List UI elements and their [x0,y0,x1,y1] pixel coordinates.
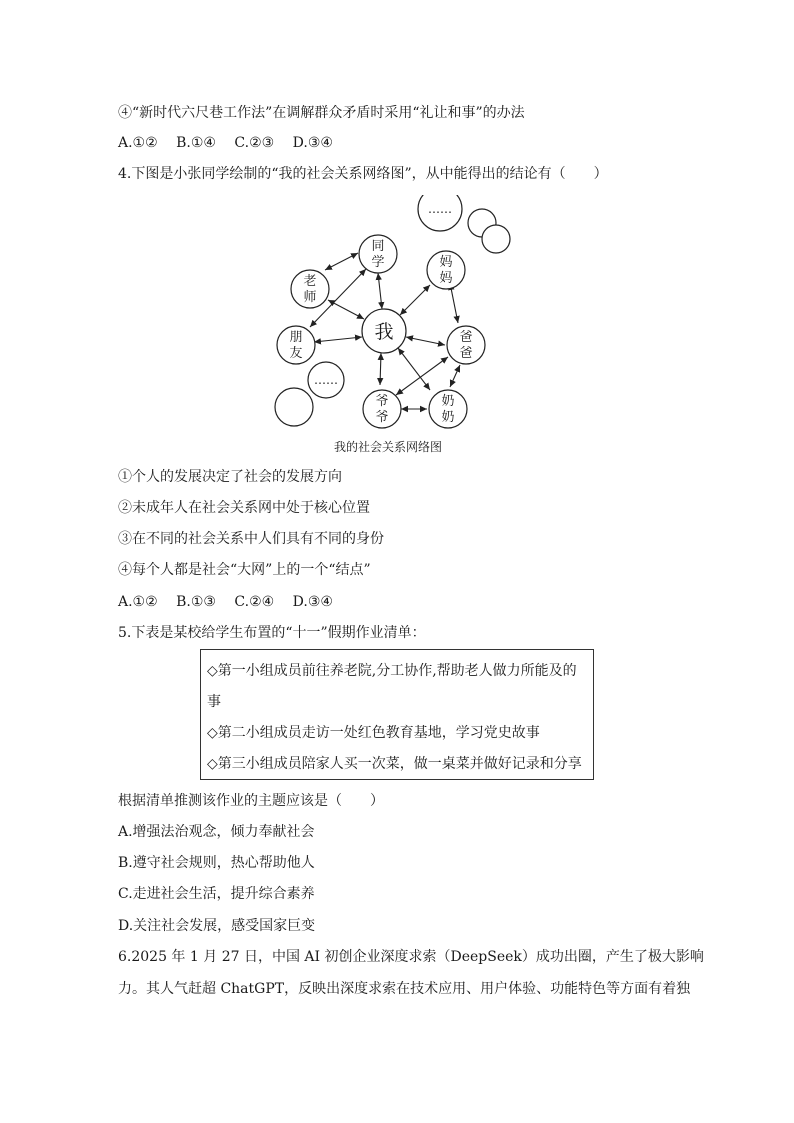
question-5-ask: 根据清单推测该作业的主题应该是（ ） [118,793,384,809]
node-classmate-label-2: 学 [371,255,385,270]
q4-choice-2: ②未成年人在社会关系网中处于核心位置 [118,500,370,516]
option-c: C.②③ [234,135,275,151]
edge-dad-grandma [450,365,460,387]
node-mom-label-1: 妈 [439,255,453,270]
node-blank-top-2 [482,225,510,253]
node-dad-label-2: 爸 [459,346,473,361]
edge-me-mom [400,285,430,315]
node-teacher-label-1: 老 [303,274,317,289]
homework-list-box [200,649,594,780]
edge-me-dad [406,337,445,345]
node-mom-label-2: 妈 [439,271,453,286]
option-b: B.①④ [176,135,216,151]
question-6-line-2: 力。其人气赶超 ChatGPT，反映出深度求索在技术应用、用户体验、功能特色等方面有着独 [118,981,691,997]
node-grandpa-label-1: 爷 [375,394,389,409]
q5-option-d: D.关注社会发展，感受国家巨变 [118,918,316,934]
q4-options [118,593,347,611]
item4-new-era-text: ④“新时代六尺巷工作法”在调解群众矛盾时采用“礼让和事”的办法 [118,105,525,121]
q5-option-c: C.走进社会生活，提升综合素养 [118,886,315,902]
node-friend-label-1: 朋 [289,330,303,345]
homework-row-2: ◇第二小组成员走访一处红色教育基地，学习党史故事 [207,725,540,741]
q4-choice-1: ①个人的发展决定了社会的发展方向 [118,469,342,485]
social-network-diagram [270,195,540,460]
node-grandpa-label-2: 爷 [375,410,389,425]
node-teacher-label-2: 师 [303,290,317,305]
node-blank-left [275,388,313,426]
option-a: A.①② [118,135,158,151]
option-b: B.①③ [176,594,216,610]
node-friend-label-2: 友 [289,346,303,361]
question-5-stem: 5.下表是某校给学生布置的“十一”假期作业清单： [118,625,426,641]
q5-option-a: A.增强法治观念，倾力奉献社会 [118,824,315,840]
homework-row-1b: 事 [207,694,221,710]
node-grandma-label-1: 奶 [441,394,455,409]
node-classmate-label-1: 同 [371,239,385,254]
edge-me-grandpa [380,353,381,385]
node-me-label: 我 [374,321,394,343]
edge-me-classmate [378,273,382,309]
q4-choice-4: ④每个人都是社会“大网”上的一个“结点” [118,562,371,578]
node-dad-label-1: 爸 [459,330,473,345]
ellipsis-top: …… [428,202,452,216]
question-6-line-1: 6.2025 年 1 月 27 日，中国 AI 初创企业深度求索（DeepSeek）成功出圈，产生了极大影响 [118,949,704,965]
figure-caption: 我的社会关系网络图 [333,440,443,454]
q5-option-b: B.遵守社会规则，热心帮助他人 [118,855,315,871]
edge-me-friend [314,337,362,342]
node-grandma-label-2: 奶 [441,410,455,425]
q3-options [118,134,347,152]
edge-me-grandma [398,348,430,390]
option-d: D.③④ [292,135,333,151]
edge-mom-dad [450,283,458,323]
homework-row-1a: ◇第一小组成员前往养老院,分工协作,帮助老人做力所能及的 [207,663,577,679]
homework-row-3: ◇第三小组成员陪家人买一次菜，做一桌菜并做好记录和分享 [207,756,582,772]
edge-classmate-teacher [325,253,358,270]
ellipsis-left: …… [314,373,338,387]
question-4-stem: 4.下图是小张同学绘制的“我的社会关系网络图”，从中能得出的结论有（ ） [118,166,608,182]
edge-dad-grandpa [396,357,448,395]
q4-choice-3: ③在不同的社会关系中人们具有不同的身份 [118,531,384,547]
option-d: D.③④ [292,594,333,610]
option-c: C.②④ [234,594,275,610]
option-a: A.①② [118,594,158,610]
